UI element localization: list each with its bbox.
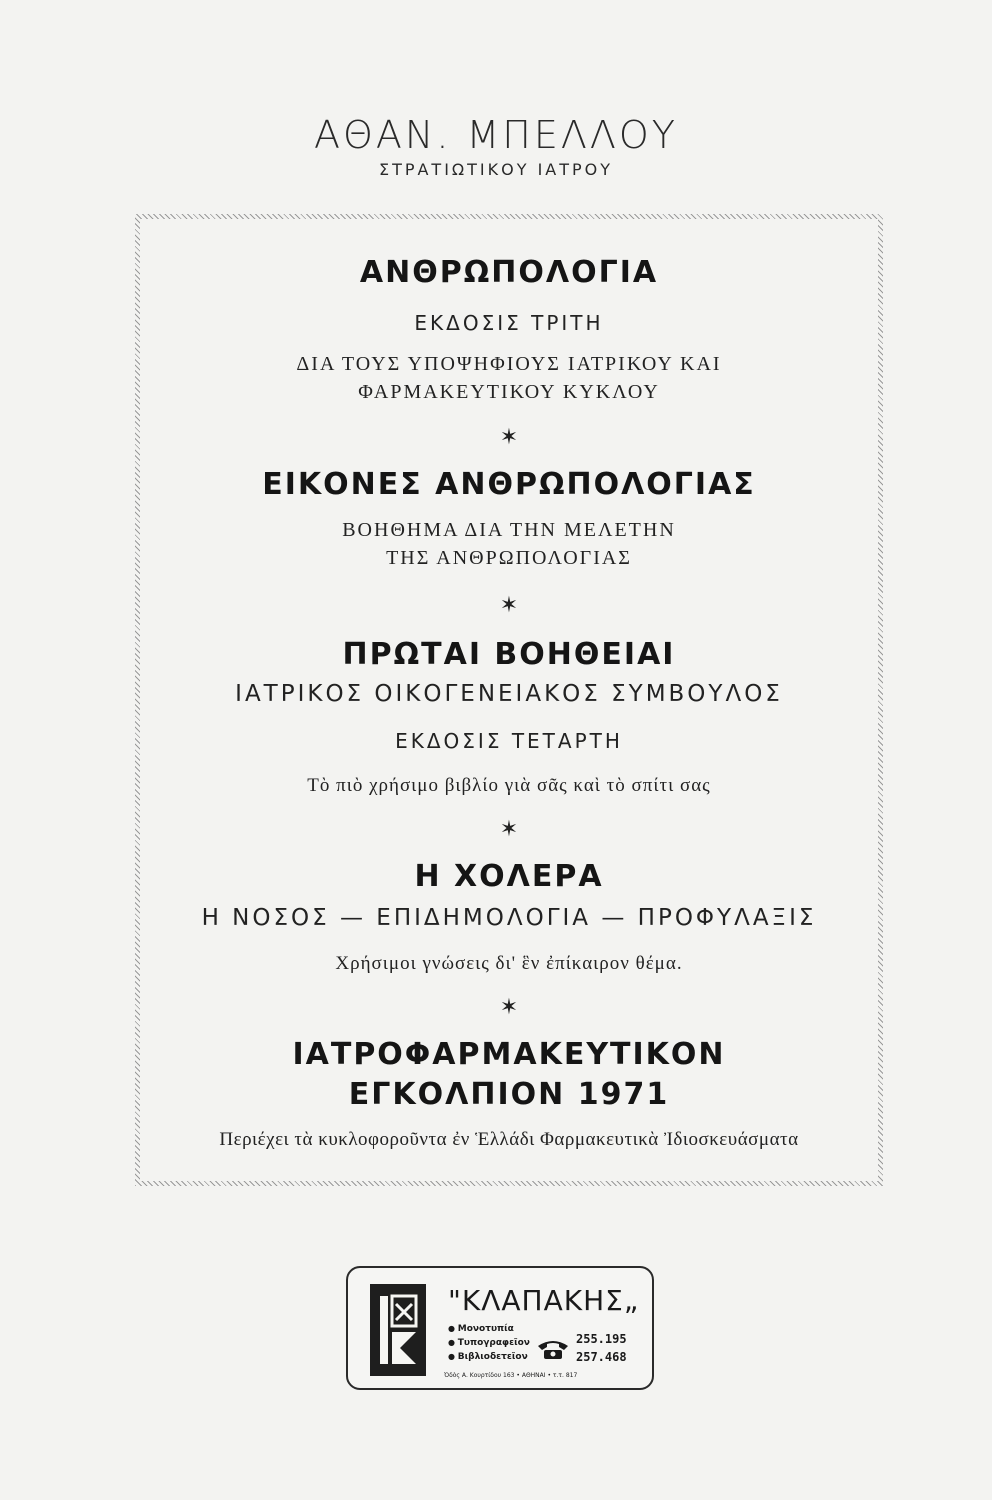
book-note: Χρήσιμοι γνώσεις δι' ἓν ἐπίκαιρον θέμα. xyxy=(335,953,683,974)
service-item: ● Τυπογραφεῖον xyxy=(448,1336,530,1350)
separator-star: ✶ xyxy=(499,425,519,450)
telephone-icon xyxy=(536,1336,570,1360)
service-item: ● Μονοτυπία xyxy=(448,1322,530,1336)
book-edition: ΕΚΔΟΣΙΣ ΤΡΙΤΗ xyxy=(414,311,604,335)
book-edition: ΕΚΔΟΣΙΣ ΤΕΤΑΡΤΗ xyxy=(395,729,623,753)
book-title-eikones: ΕΙΚΟΝΕΣ ΑΝΘΡΩΠΟΛΟΓΙΑΣ xyxy=(262,467,756,502)
publisher-phones xyxy=(576,1330,627,1366)
book-title-cholera: Η ΧΟΛΕΡΑ xyxy=(414,859,604,894)
book-title-anthropologia: ΑΝΘΡΩΠΟΛΟΓΙΑ xyxy=(359,255,659,290)
book-note: Περιέχει τὰ κυκλοφοροῦντα ἐν Ἑλλάδι Φαρμακευτικὰ Ἰδιοσκευάσματα xyxy=(219,1129,799,1150)
book-note: Τὸ πιὸ χρήσιμο βιβλίο γιὰ σᾶς καὶ τὸ σπίτι σας xyxy=(307,775,711,796)
separator-star: ✶ xyxy=(499,593,519,618)
publisher-services xyxy=(448,1322,530,1364)
author-header xyxy=(0,112,992,179)
book-description: ΦΑΡΜΑΚΕΥΤΙΚΟΥ ΚΥΚΛΟΥ xyxy=(358,381,660,403)
phone-number: 255.195 xyxy=(576,1332,627,1346)
service-item: ● Βιβλιοδετεῖον xyxy=(448,1350,530,1364)
books-frame xyxy=(135,214,883,1186)
publisher-logo xyxy=(370,1284,426,1376)
book-description: ΤΗΣ ΑΝΘΡΩΠΟΛΟΓΙΑΣ xyxy=(386,547,632,569)
book-description: ΔΙΑ ΤΟΥΣ ΥΠΟΨΗΦΙΟΥΣ ΙΑΤΡΙΚΟΥ ΚΑΙ xyxy=(296,353,722,375)
publisher-name: "ΚΛΑΠΑΚΗΣ„ xyxy=(448,1284,640,1317)
publisher-address: Ὁδὸς Α. Κουρτίδου 163 • ΑΘΗΝΑΙ • τ.τ. 817 xyxy=(444,1372,578,1379)
book-title-egkolpion-year: ΕΓΚΟΛΠΙΟΝ 1971 xyxy=(348,1077,670,1112)
separator-star: ✶ xyxy=(499,817,519,842)
book-subtitle: ΙΑΤΡΙΚΟΣ ΟΙΚΟΓΕΝΕΙΑΚΟΣ ΣΥΜΒΟΥΛΟΣ xyxy=(235,681,783,707)
author-name: ΑΘΑΝ. ΜΠΕΛΛΟΥ xyxy=(314,113,678,157)
book-title-protai-voitheiai: ΠΡΩΤΑΙ ΒΟΗΘΕΙΑΙ xyxy=(342,637,676,672)
book-description: ΒΟΗΘΗΜΑ ΔΙΑ ΤΗΝ ΜΕΛΕΤΗΝ xyxy=(342,519,676,541)
publisher-box xyxy=(346,1266,654,1390)
separator-star: ✶ xyxy=(499,995,519,1020)
book-subtitle: Η ΝΟΣΟΣ — ΕΠΙΔΗΜΟΛΟΓΙΑ — ΠΡΟΦΥΛΑΞΙΣ xyxy=(201,905,817,931)
phone-number: 257.468 xyxy=(576,1350,627,1364)
author-title: ΣΤΡΑΤΙΩΤΙΚΟΥ ΙΑΤΡΟΥ xyxy=(378,160,614,179)
book-title-egkolpion: ΙΑΤΡΟΦΑΡΜΑΚΕΥΤΙΚΟΝ xyxy=(292,1037,726,1072)
